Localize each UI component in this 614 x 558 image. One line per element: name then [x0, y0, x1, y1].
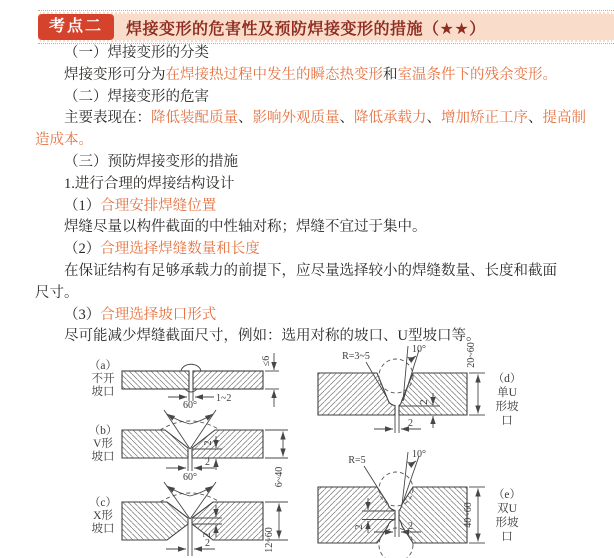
text-run: 主要表现在：	[64, 110, 151, 127]
text-line	[35, 305, 614, 327]
gap-dimension: 2	[205, 538, 210, 549]
angle-dimension: 10°	[412, 344, 426, 355]
text-run: 焊缝尽量以构件截面的中性轴对称；焊缝不宜过于集中。	[64, 219, 427, 236]
text-run: （二）焊接变形的危害	[64, 88, 209, 105]
text-run: 尺寸。	[35, 284, 79, 301]
text-run: 降低承载力	[354, 110, 427, 127]
text-run: 在保证结构有足够承载力的前提下，应尽量选择较小的焊缝数量、长度和截面	[64, 262, 557, 279]
diagram-d-single-u-groove	[318, 342, 521, 433]
thickness-dimension: ≤6	[261, 355, 272, 367]
gap-dimension: 2	[408, 521, 413, 532]
diagram-label: 不开	[91, 373, 115, 385]
text-run: 造成本。	[35, 132, 93, 149]
text-run: 和	[383, 66, 398, 83]
weld-face-dashed	[160, 421, 220, 430]
text-run: 、	[238, 110, 253, 127]
text-run: 合理选择焊缝数量和长度	[100, 241, 260, 258]
text-run: 焊接变形可分为	[64, 66, 166, 83]
diagram-label: 形坡	[495, 517, 519, 529]
gap-dimension: 2	[205, 457, 210, 468]
text-run: 尽可能减少焊缝截面尺寸，例如：选用对称的坡口、U型坡口等。	[64, 328, 481, 345]
diagram-label: 口	[501, 415, 513, 427]
angle-dimension: 10°	[412, 449, 426, 460]
text-run: 增加矫正工序	[441, 110, 528, 127]
figure-weld-groove-types	[0, 338, 614, 558]
diagram-label: （b）	[88, 425, 118, 437]
text-line	[35, 283, 614, 305]
text-line	[35, 261, 614, 283]
text-run: 1.进行合理的焊接结构设计	[64, 175, 235, 192]
text-run: 、	[528, 110, 543, 127]
radius-dimension: R=5	[348, 455, 366, 466]
weld-bead-top	[181, 364, 201, 371]
text-line	[35, 130, 614, 152]
text-line	[35, 196, 614, 218]
topic-header	[38, 10, 614, 44]
gap-dimension: 2	[408, 418, 413, 429]
text-line	[35, 174, 614, 196]
gap-dimension: 1~2	[216, 393, 232, 404]
diagram-label: 形坡	[495, 401, 519, 413]
diagram-label: 坡口	[91, 523, 115, 535]
radius-dimension: R=3~5	[342, 351, 370, 362]
text-run: 降低装配质量	[151, 110, 238, 127]
text-run: 提高制	[542, 110, 586, 127]
text-line	[35, 65, 614, 87]
body-text	[35, 43, 614, 348]
diagram-label: （e）	[492, 489, 522, 501]
diagram-label: 坡口	[91, 386, 115, 398]
diagram-label: （a）	[88, 360, 118, 372]
text-line	[35, 239, 614, 261]
text-line	[35, 87, 614, 109]
diagram-c-x-groove	[89, 472, 288, 556]
thickness-dimension: 40~60	[463, 502, 474, 528]
text-run: （2）	[64, 241, 101, 258]
diagram-a-no-groove	[89, 353, 279, 407]
text-run: 室温条件下的残余变形。	[397, 66, 557, 83]
thickness-dimension: 12~60	[264, 527, 275, 553]
text-run: 、	[426, 110, 441, 127]
diagram-label: 双U	[497, 503, 517, 515]
diagram-e-double-u-groove	[318, 449, 521, 558]
text-run: 合理选择坡口形式	[100, 306, 217, 323]
text-run: 、	[339, 110, 354, 127]
text-run: （三）预防焊接变形的措施	[64, 153, 238, 170]
text-run: （一）焊接变形的分类	[64, 45, 209, 61]
diagram-label: 单U	[497, 387, 517, 399]
text-run: （1）	[64, 197, 101, 214]
angle-dimension: 60°	[183, 472, 197, 483]
thickness-dimension: 20~60	[466, 342, 477, 368]
dashed-circle-bottom	[379, 528, 413, 558]
page-title: 焊接变形的危害性及预防焊接变形的措施（★★）	[126, 20, 486, 38]
root-face-dimension: 2	[203, 440, 214, 446]
diagram-label: （c）	[88, 497, 118, 509]
text-line	[35, 108, 614, 130]
text-run: 在焊接热过程中发生的瞬态热变形	[165, 66, 383, 83]
diagram-label: （d）	[492, 373, 522, 385]
weld-face-dashed	[160, 493, 220, 502]
text-line	[35, 217, 614, 239]
text-line	[35, 152, 614, 174]
diagram-label: 坡口	[91, 451, 115, 463]
root-face-dimension: 2	[419, 399, 430, 405]
diagram-label: V形	[93, 438, 113, 450]
text-run: 合理安排焊缝位置	[100, 197, 217, 214]
text-line	[35, 43, 614, 65]
text-run: 影响外观质量	[252, 110, 340, 127]
diagram-label: X形	[93, 510, 113, 522]
root-face-dimension: 2	[354, 524, 365, 530]
root-face-dimension: 2	[202, 532, 213, 538]
topic-badge: 考点二	[38, 14, 114, 40]
thickness-dimension: 6~40	[274, 466, 285, 488]
diagram-label: 口	[501, 531, 513, 543]
angle-dimension: 60°	[183, 400, 197, 411]
text-run: （3）	[64, 306, 101, 323]
topic-title-bar	[38, 12, 614, 42]
